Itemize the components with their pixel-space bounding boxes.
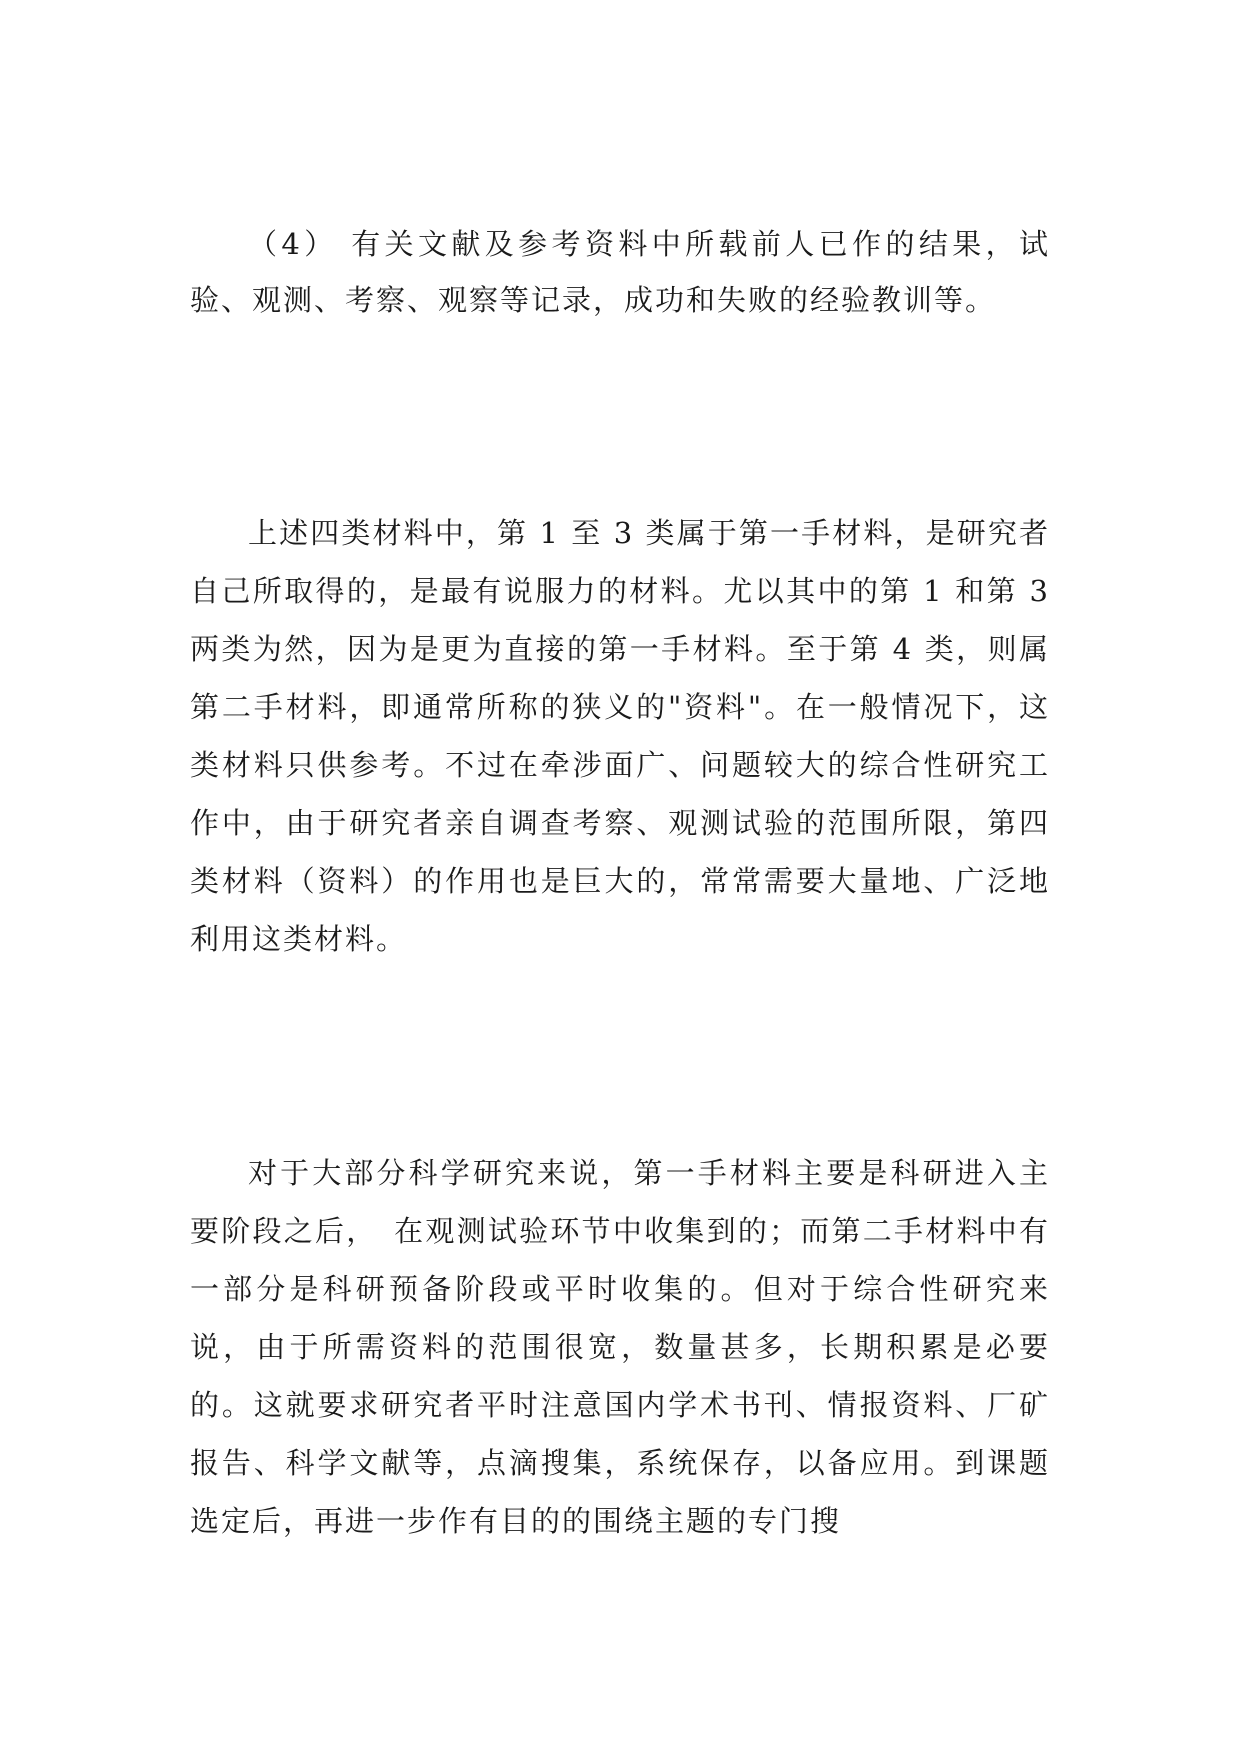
paragraph-material-collection: 对于大部分科学研究来说，第一手材料主要是科研进入主要阶段之后， 在观测试验环节中收集到的；而第二手材料中有一部分是科研预备阶段或平时收集的。但对于综合性研究来说，由于所需资料的范围很宽，数量甚多，长期积累是必要的。这就要求研究者平时注意国内学术书刊、情报资料、厂矿报告、科学文献等，点滴搜集，系统保存，以备应用。到课题选定后，再进一步作有目的的围绕主题的专门搜 <box>190 1156 1050 1538</box>
paragraph-material-categories: 上述四类材料中，第 1 至 3 类属于第一手材料，是研究者自己所取得的，是最有说服力的材料。尤以其中的第 1 和第 3 两类为然，因为是更为直接的第一手材料。至于第 4 类，则属第二手材料，即通常所称的狭义的"资料"。在一般情况下，这类材料只供参考。不过在牵涉面广、问题较大的综合性研究工作中，由于研究者亲自调查考察、观测试验的范围所限，第四类材料（资料）的作用也是巨大的，常常需要大量地、广泛地利用这类材料。 <box>190 516 1050 956</box>
paragraph-literature-sources: （4） 有关文献及参考资料中所载前人已作的结果，试验、观测、考察、观察等记录，成功和失败的经验教训等。 <box>190 227 1050 317</box>
